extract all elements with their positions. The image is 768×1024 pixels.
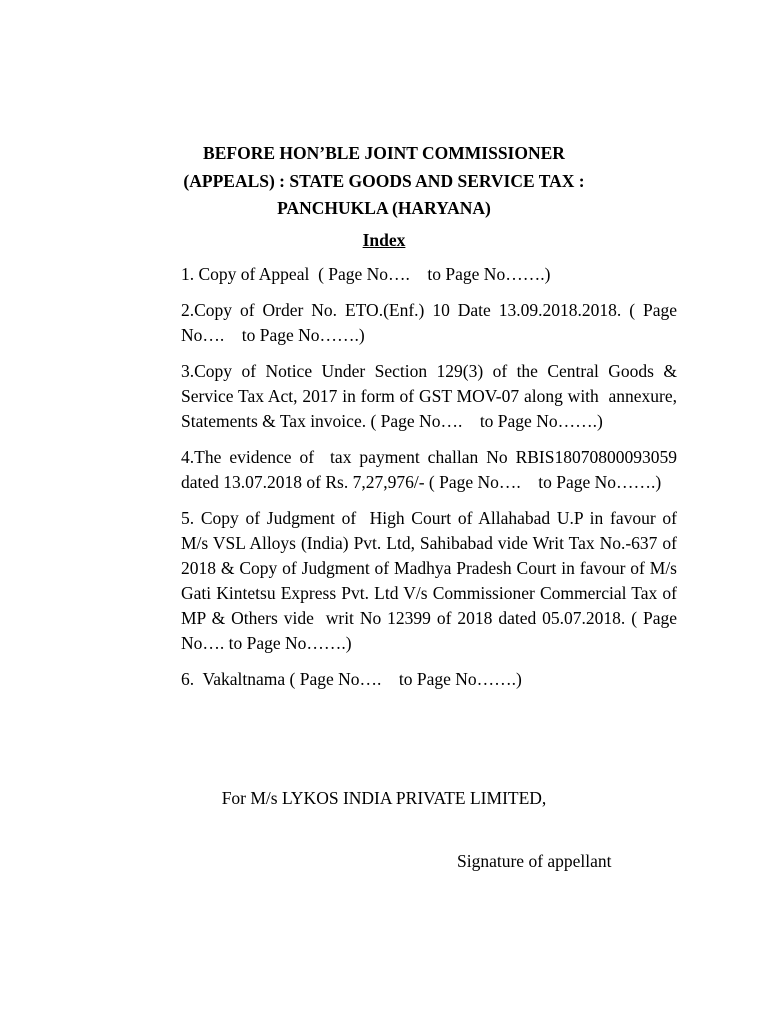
index-item-4: 4.The evidence of tax payment challan No RBIS18070800093059 dated 13.07.2018 of Rs. 7,27,976/- ( Page No…. to Page No…….): [181, 447, 682, 492]
signature-label: Signature of appellant: [457, 851, 612, 871]
heading-line-2: (APPEALS) : STATE GOODS AND SERVICE TAX :: [183, 170, 585, 191]
heading-line-1: BEFORE HON’BLE JOINT COMMISSIONER: [203, 143, 565, 163]
index-item-5: 5. Copy of Judgment of High Court of Allahabad U.P in favour of M/s VSL Alloys (India) Pvt. Ltd, Sahibabad vide Writ Tax No.-637 of 2018 & Copy of Judgment of Madhya Pradesh Court in favour of M/s Gati Kintetsu Express Pvt. Ltd V/s Commissioner Commercial Tax of MP & Others vide writ No 12399 of 2018 dated 05.07.2018. ( Page No…. to Page No…….): [181, 508, 682, 653]
index-item-1: 1. Copy of Appeal ( Page No…. to Page No…….): [181, 264, 551, 284]
index-title: Index: [362, 230, 406, 250]
index-item-6: 6. Vakaltnama ( Page No…. to Page No…….): [181, 669, 522, 689]
index-item-3: 3.Copy of Notice Under Section 129(3) of the Central Goods & Service Tax Act, 2017 in form of GST MOV-07 along with annexure, Statements & Tax invoice. ( Page No…. to Page No…….): [181, 361, 682, 431]
closing-line: For M/s LYKOS INDIA PRIVATE LIMITED,: [221, 788, 547, 808]
heading-line-3: PANCHUKLA (HARYANA): [277, 198, 491, 218]
index-list: [181, 262, 682, 703]
document-heading: [150, 140, 618, 223]
index-item-2: 2.Copy of Order No. ETO.(Enf.) 10 Date 13.09.2018.2018. ( Page No…. to Page No…….): [181, 300, 682, 345]
